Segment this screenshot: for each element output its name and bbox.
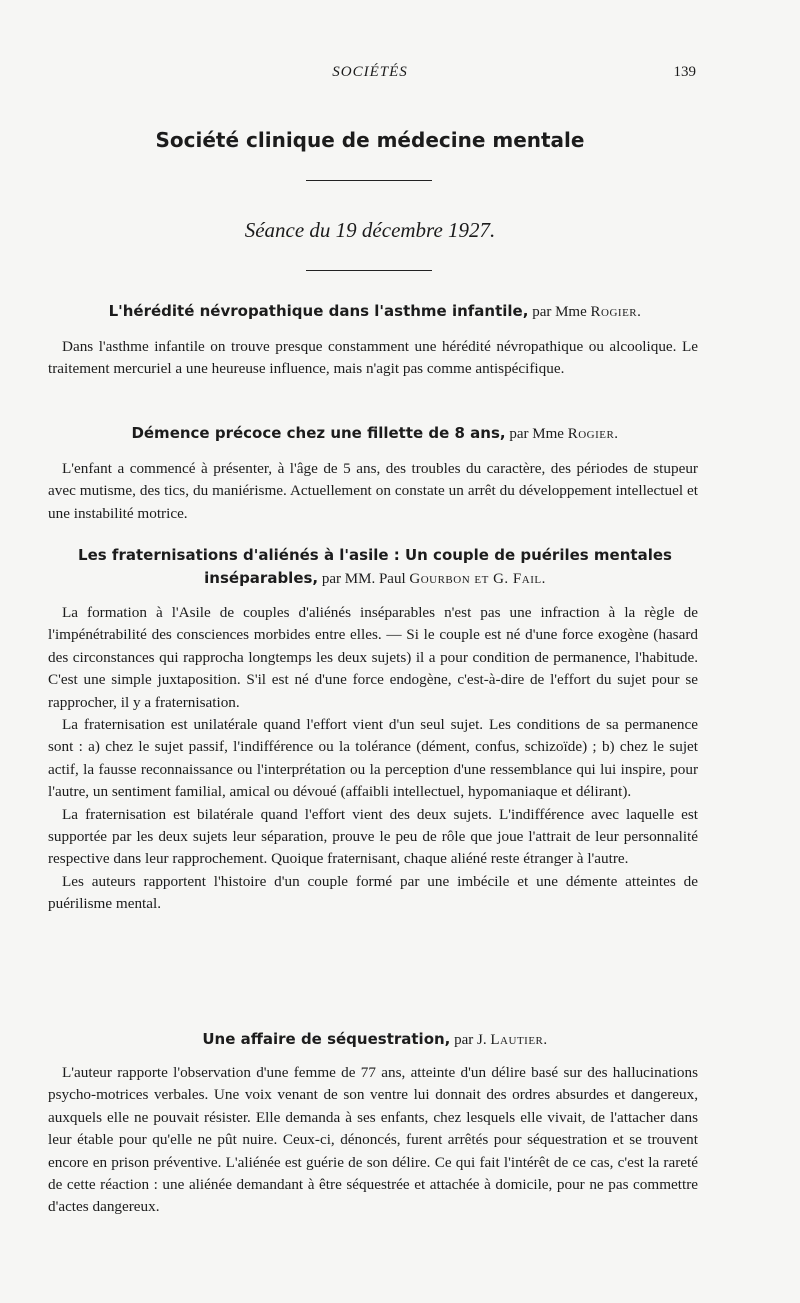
paragraph: La fraternisation est bilatérale quand l'effort vient des deux sujets. L'indifférence avec laquelle est supportée par les deux sujets leur séparation, prouve le peu de rôle que joue l'attrait de leur personnalité respective dans leur rapprochement. Quoique fraternisant, chaque aliéné reste étranger à l'autre. [48,805,698,868]
divider-rule [306,180,432,181]
article-byline: par J. [450,1032,491,1048]
article-heading [52,300,698,323]
article-heading [52,422,698,445]
running-title: SOCIÉTÉS [332,64,408,80]
paragraph: Les auteurs rapportent l'histoire d'un couple formé par une imbécile et une démente atteintes de puérilisme mental. [48,872,698,913]
article-heading [52,1028,698,1051]
article-byline: par Mme [505,426,568,442]
paragraph: L'enfant a commencé à présenter, à l'âge de 5 ans, des troubles du caractère, des périodes de stupeur avec mutisme, des tics, du maniérisme. Actuellement on constate un arrêt du développement intellectuel et une instabilité motrice. [48,460,698,522]
paragraph: L'auteur rapporte l'observation d'une femme de 77 ans, atteinte d'un délire basé sur des hallucinations psycho-motrices verbales. Une voix venant de son ventre lui donnait des ordres absurdes et dangereux, auxquels elle ne pouvait résister. Elle demanda à ses enfants, chez lesquels elle vivait, de l'attacher dans leur étable pour qu'elle ne pût nuire. Ceux-ci, dénoncés, furent arrêtés pour séquestration et se trouvent encore en prison préventive. L'aliénée est guérie de son délire. Ce qui fait l'intérêt de ce cas, c'est la rareté de cette réaction : une aliénée demandant à être séquestrée et attachée à domicile, pour ne pas commettre d'actes dangereux. [48,1064,698,1216]
article-title: L'hérédité névropathique dans l'asthme infantile, [108,302,529,320]
paragraph: Dans l'asthme infantile on trouve presque constamment une hérédité névropathique ou alcoolique. Le traitement mercuriel a une heureuse influence, mais n'agit pas comme antispécifique. [48,338,698,378]
paragraph: La formation à l'Asile de couples d'aliénés inséparables n'est pas une infraction à la règle de l'impénétrabilité des consciences morbides entre elles. — Si le couple est né d'une force exogène (hasard des circonstances qui rapprocha longtemps les deux sujets) il a pour condition de permanence, l'habitude. C'est une simple juxtaposition. S'il est né d'une force endogène, c'est-à-dire de l'effort du sujet pour se rapprocher, il y a fraternisation. [48,604,698,711]
article-byline: par Mme [528,304,591,320]
article-title: Les fraternisations d'aliénés à l'asile : Un couple de puériles mentales inséparables, [78,546,672,587]
article-author: Gourbon et G. Fail. [409,571,546,587]
society-title: Société clinique de médecine mentale [155,128,585,152]
article-body [48,336,698,381]
article-author: Lautier. [490,1032,548,1048]
article-body [48,1062,698,1219]
article-title: Une affaire de séquestration, [202,1030,451,1048]
article-body [48,602,698,916]
article-byline: par MM. Paul [318,571,410,587]
article-body [48,458,698,525]
session-date: Séance du 19 décembre 1927. [244,218,496,242]
article-author: Rogier. [567,426,619,442]
running-head [0,64,800,88]
article-author: Rogier. [590,304,642,320]
page-number: 139 [673,64,696,80]
article-heading [52,544,698,590]
article-title: Démence précoce chez une fillette de 8 ans, [131,424,506,442]
divider-rule [306,270,432,271]
paragraph: La fraternisation est unilatérale quand l'effort vient d'un seul sujet. Les conditions de sa permanence sont : a) chez le sujet passif, l'indifférence ou la tolérance (dément, confus, schizoïde) ; b) chez le sujet actif, la fausse reconnaissance ou l'interprétation ou la perception d'une ressemblance qui lui inspire, pour l'autre, un sentiment familial, amical ou dévoué (affaibli intellectuel, hypomaniaque et délirant). [48,716,698,801]
